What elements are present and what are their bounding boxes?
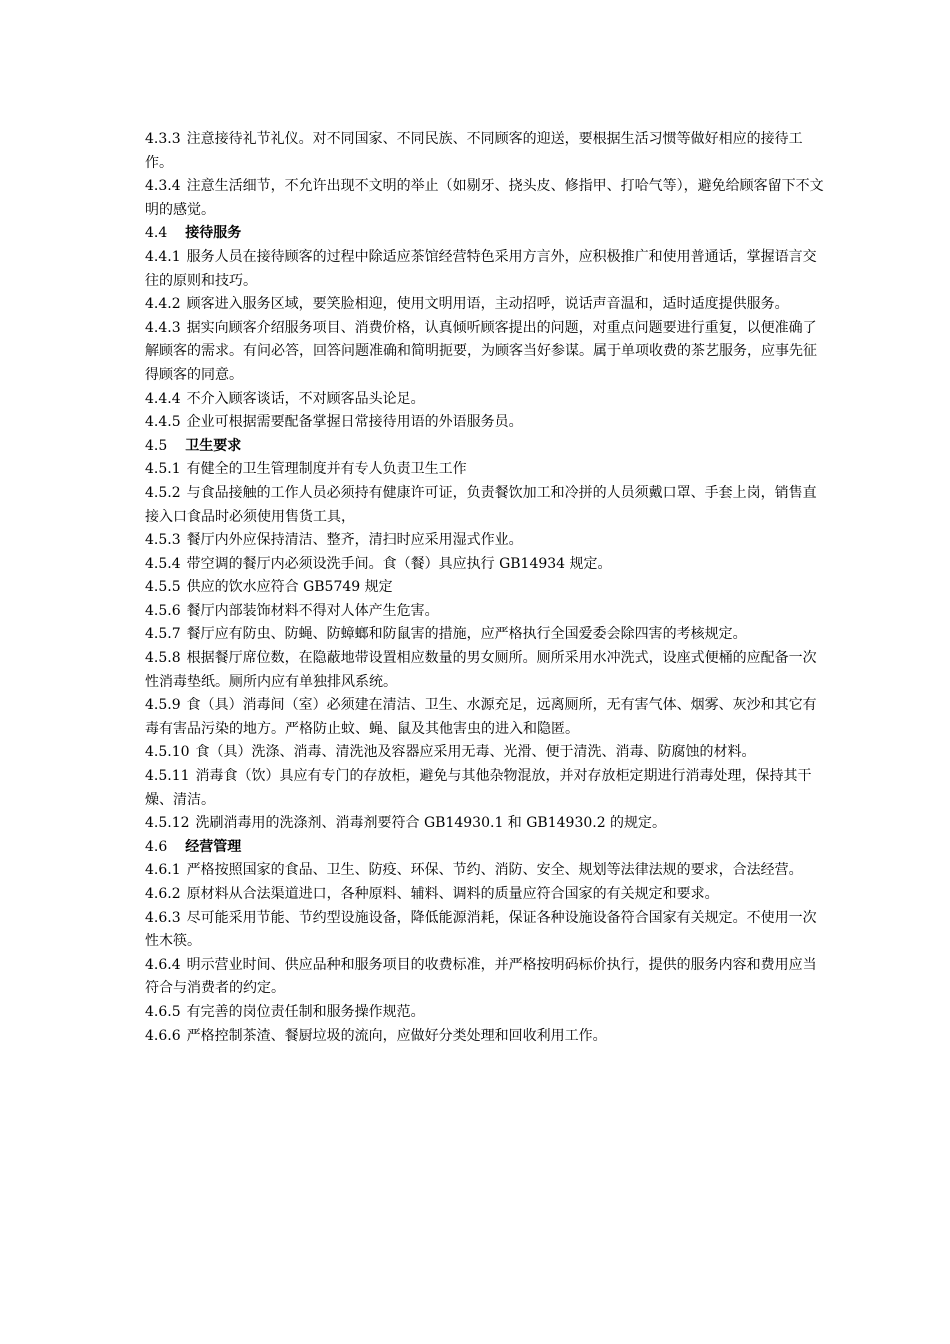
clause-text: 食（具）洗涤、消毒、清洗池及容器应采用无毒、光滑、便于清洗、消毒、防腐蚀的材料。 (195, 744, 756, 761)
clause-number: 4.5.8 (145, 650, 181, 667)
clause-number: 4.5.1 (145, 461, 181, 478)
clause-number: 4.5.12 (145, 815, 190, 832)
section-title: 经营管理 (185, 838, 242, 855)
clause-text: 餐厅内外应保持清洁、整齐，清扫时应采用湿式作业。 (186, 532, 523, 549)
clause-number: 4.6.5 (145, 1003, 181, 1020)
clause-paragraph (145, 175, 825, 222)
clause-number: 4.5.2 (145, 484, 181, 501)
clause-text: 餐厅内部装饰材料不得对人体产生危害。 (186, 602, 439, 619)
clause-number: 4.5.3 (145, 532, 181, 549)
clause-paragraph (145, 907, 825, 954)
clause-number: 4.6.2 (145, 886, 181, 902)
clause-text: 不介入顾客谈话，不对顾客品头论足。 (186, 390, 425, 407)
section-title: 接待服务 (185, 225, 242, 242)
section-title: 卫生要求 (185, 437, 242, 454)
clause-number: 4.5.7 (145, 626, 181, 643)
clause-number: 4.5.9 (145, 697, 181, 714)
clause-number: 4.5.6 (145, 602, 181, 619)
clause-text: 原材料从合法渠道进口，各种原料、辅料、调料的质量应符合国家的有关规定和要求。 (186, 886, 719, 902)
clause-text: 企业可根据需要配备掌握日常接待用语的外语服务员。 (186, 414, 523, 431)
clause-paragraph (145, 1025, 825, 1049)
clause-text: 注意生活细节，不允许出现不文明的举止（如剔牙、挠头皮、修指甲、打哈气等），避免给顾客留下不文明的感觉。 (145, 178, 824, 218)
clause-number: 4.6.3 (145, 909, 181, 926)
clause-paragraph (145, 411, 825, 435)
clause-paragraph (145, 623, 825, 647)
clause-paragraph (145, 600, 825, 624)
clause-text: 注意接待礼节礼仪。对不同国家、不同民族、不同顾客的迎送，要根据生活习惯等做好相应的接待工作。 (145, 131, 803, 171)
clause-paragraph (145, 553, 825, 577)
clause-number: 4.5.5 (145, 579, 181, 596)
clause-paragraph (145, 647, 825, 694)
clause-paragraph (145, 458, 825, 482)
clause-text: 尽可能采用节能、节约型设施设备，降低能源消耗，保证各种设施设备符合国家有关规定。不使用一次性木筷。 (145, 909, 817, 950)
clause-number: 4.4.5 (145, 414, 181, 431)
clause-paragraph (145, 293, 825, 317)
clause-number: 4.4.2 (145, 296, 181, 313)
clause-paragraph (145, 246, 825, 293)
clause-text: 洗刷消毒用的洗涤剂、消毒剂要符合 GB14930.1 和 GB14930.2 的规定。 (195, 815, 667, 832)
clause-paragraph (145, 812, 825, 836)
clause-paragraph (145, 859, 825, 883)
clause-number: 4.3.3 (145, 131, 181, 147)
section-heading (145, 222, 825, 246)
clause-text: 服务人员在接待顾客的过程中除适应茶馆经营特色采用方言外，应积极推广和使用普通话，掌握语言交往的原则和技巧。 (145, 248, 817, 289)
clause-text: 消毒食（饮）具应有专门的存放柜，避免与其他杂物混放，并对存放柜定期进行消毒处理，保持其干燥、清洁。 (145, 768, 812, 808)
clause-number: 4.6.4 (145, 956, 181, 973)
clause-text: 顾客进入服务区域，要笑脸相迎，使用文明用语，主动招呼，说话声音温和，适时适度提供服务。 (186, 296, 789, 313)
clause-paragraph (145, 388, 825, 412)
clause-paragraph (145, 529, 825, 553)
clause-text: 严格控制茶渣、餐厨垃圾的流向，应做好分类处理和回收利用工作。 (186, 1027, 607, 1044)
section-number: 4.6 (145, 838, 168, 855)
clause-paragraph (145, 765, 825, 812)
clause-number: 4.3.4 (145, 178, 181, 195)
section-heading (145, 836, 825, 860)
clause-number: 4.5.11 (145, 768, 190, 785)
section-heading (145, 435, 825, 459)
clause-number: 4.5.4 (145, 555, 181, 572)
clause-text: 食（具）消毒间（室）必须建在清洁、卫生、水源充足，远离厕所，无有害气体、烟雾、灰沙和其它有毒有害品污染的地方。严格防止蚊、蝇、鼠及其他害虫的进入和隐匿。 (145, 697, 817, 737)
clause-number: 4.4.3 (145, 319, 181, 336)
clause-paragraph (145, 128, 825, 175)
clause-text: 与食品接触的工作人员必须持有健康许可证，负责餐饮加工和冷拼的人员须戴口罩、手套上岗，销售直接入口食品时必须使用售货工具， (145, 484, 817, 525)
clause-paragraph (145, 741, 825, 765)
clause-text: 餐厅应有防虫、防蝇、防蟑螂和防鼠害的措施，应严格执行全国爱委会除四害的考核规定。 (186, 626, 747, 643)
clause-number: 4.6.1 (145, 862, 181, 879)
clause-paragraph (145, 694, 825, 741)
clause-text: 明示营业时间、供应品种和服务项目的收费标准，并严格按明码标价执行，提供的服务内容和费用应当符合与消费者的约定。 (145, 956, 817, 997)
clause-paragraph (145, 317, 825, 388)
clause-text: 带空调的餐厅内必须设洗手间。食（餐）具应执行 GB14934 规定。 (186, 555, 612, 572)
section-number: 4.5 (145, 437, 168, 454)
clause-text: 有完善的岗位责任制和服务操作规范。 (186, 1003, 425, 1020)
clause-text: 供应的饮水应符合 GB5749 规定 (186, 579, 393, 596)
clause-text: 根据餐厅席位数，在隐蔽地带设置相应数量的男女厕所。厕所采用水冲洗式，设座式便桶的应配备一次性消毒垫纸。厕所内应有单独排风系统。 (145, 650, 817, 690)
clause-number: 4.4.4 (145, 390, 181, 407)
clause-paragraph (145, 482, 825, 529)
document-body (145, 128, 825, 1048)
clause-number: 4.5.10 (145, 744, 190, 761)
clause-text: 严格按照国家的食品、卫生、防疫、环保、节约、消防、安全、规划等法律法规的要求，合法经营。 (186, 862, 803, 879)
clause-number: 4.4.1 (145, 248, 181, 265)
clause-paragraph (145, 883, 825, 907)
clause-text: 据实向顾客介绍服务项目、消费价格，认真倾听顾客提出的问题，对重点问题要进行重复，以便准确了解顾客的需求。有问必答，回答问题准确和简明扼要，为顾客当好参谋。属于单项收费的茶艺服务，应事先征得顾客的同意。 (145, 319, 817, 383)
clause-paragraph (145, 576, 825, 600)
clause-text: 有健全的卫生管理制度并有专人负责卫生工作 (186, 461, 467, 478)
clause-number: 4.6.6 (145, 1027, 181, 1044)
clause-paragraph (145, 1001, 825, 1025)
clause-paragraph (145, 954, 825, 1001)
section-number: 4.4 (145, 225, 168, 242)
